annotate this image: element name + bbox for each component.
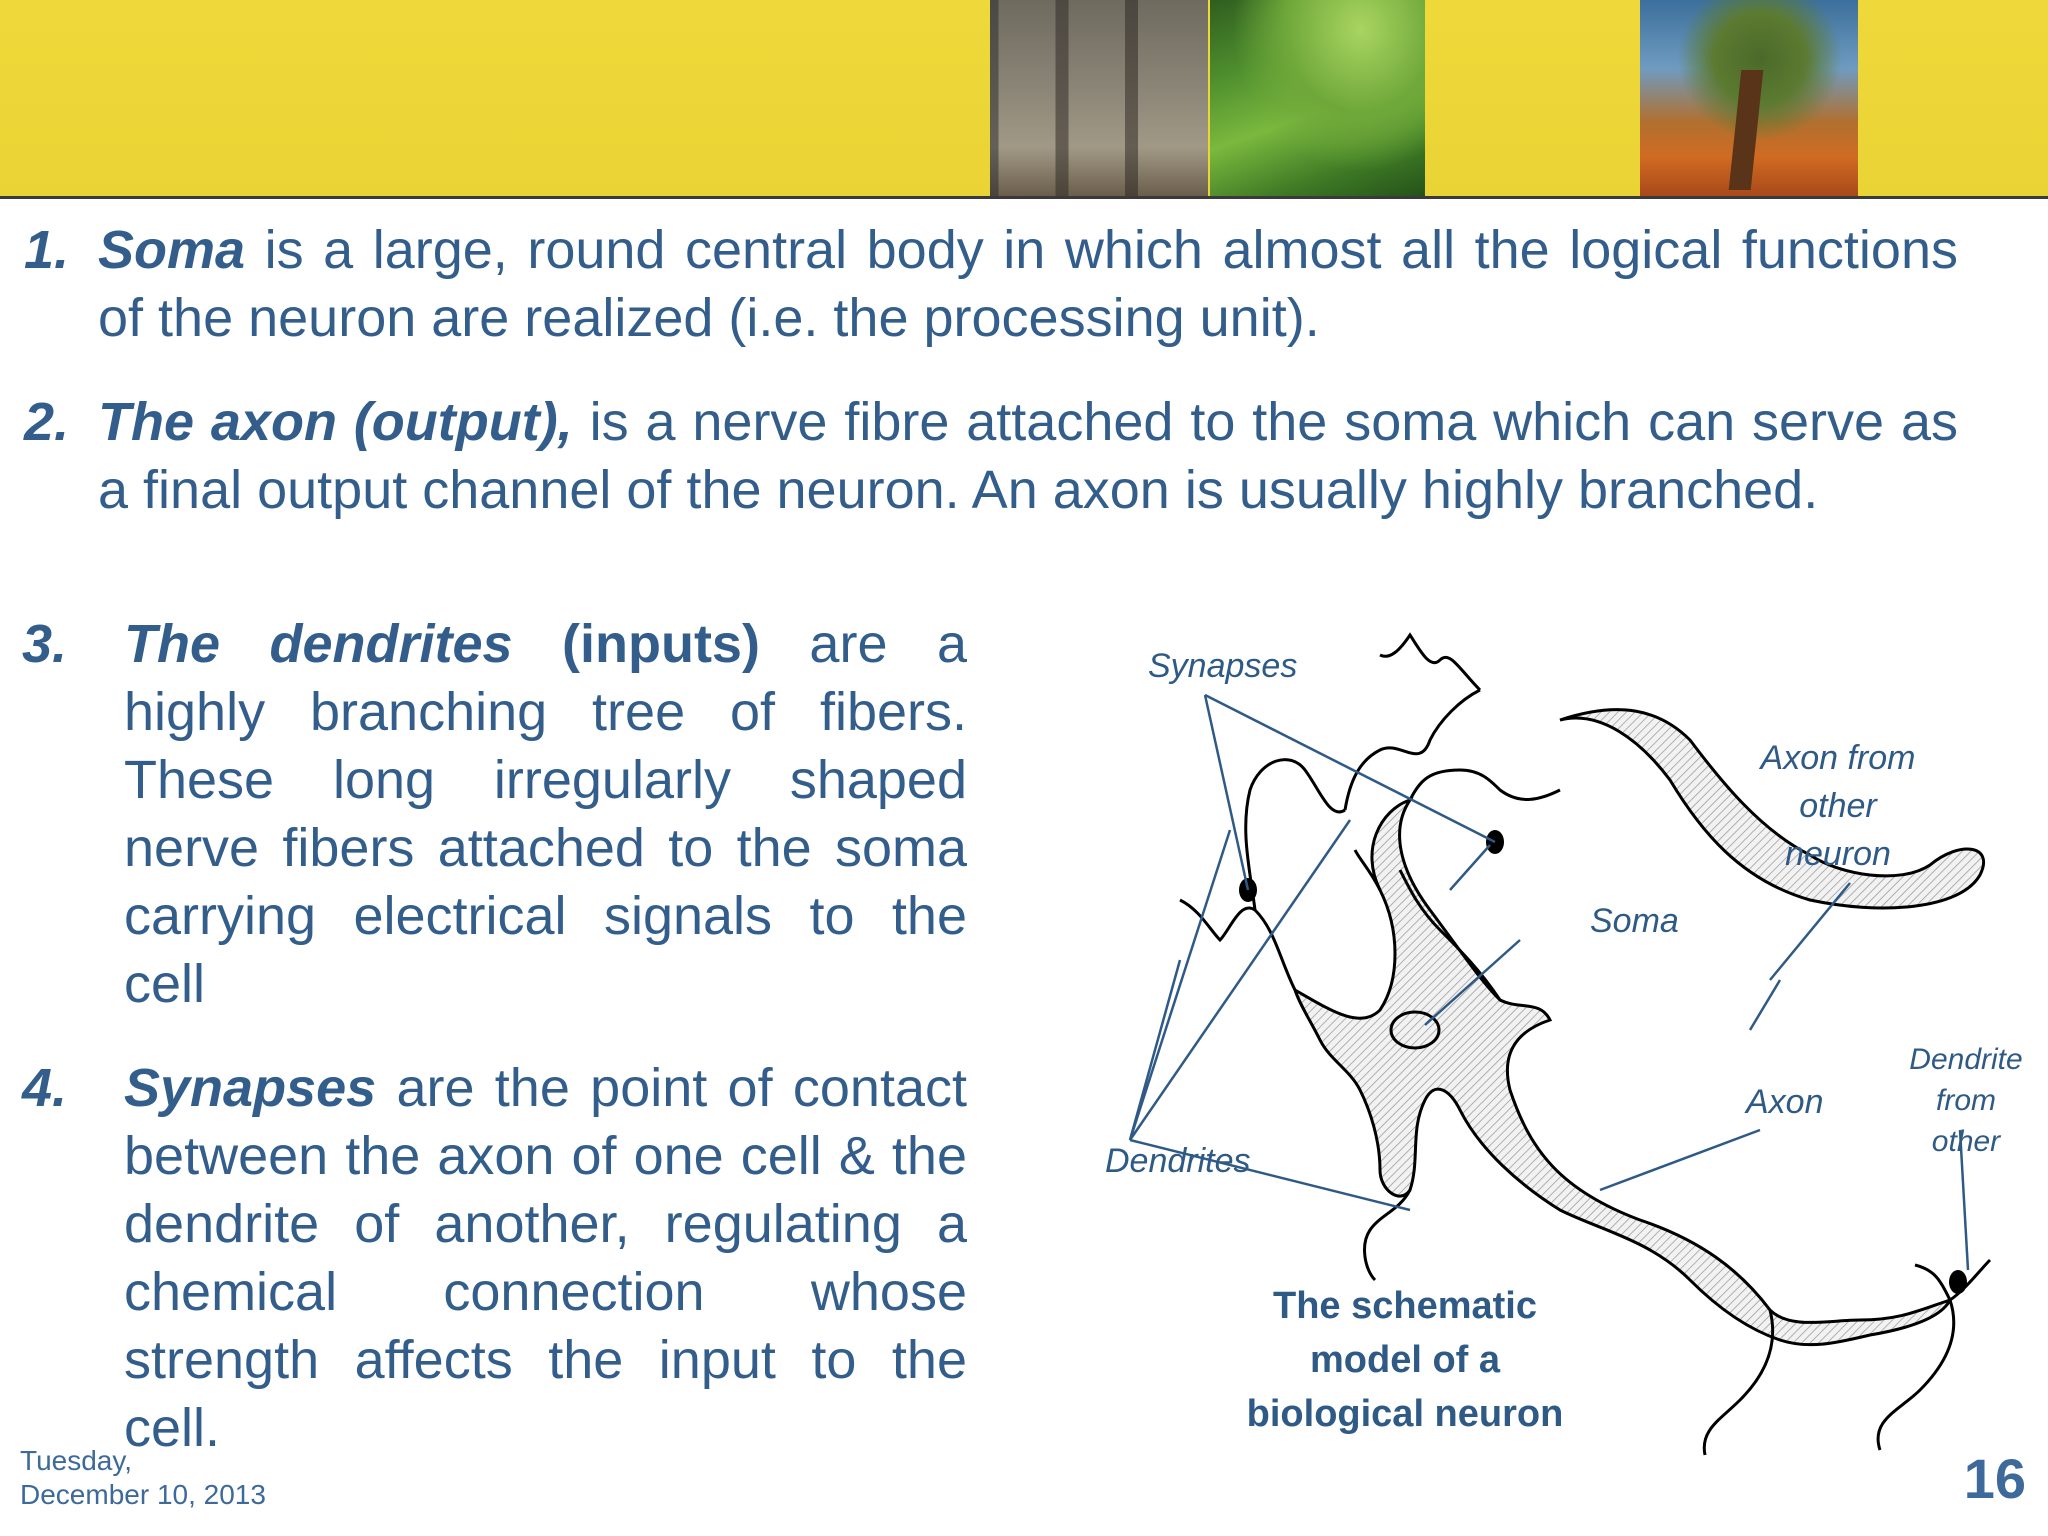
footer-date-line1: Tuesday, [20, 1445, 133, 1476]
item-term: Synapses [124, 1058, 377, 1118]
forest-photo [990, 0, 1208, 196]
item-term: The dendrites [124, 614, 513, 674]
neuron-diagram [1080, 630, 2048, 1460]
label-dendrite-from-1: Dendrite [1909, 1043, 2023, 1076]
item-number: 2. [24, 392, 70, 452]
item-term-suffix: (inputs) [512, 614, 760, 674]
caption-line-2: model of a [1309, 1339, 1501, 1381]
label-axon-from-other-3: neuron [1785, 835, 1891, 873]
caption-line-1: The schematic [1273, 1285, 1537, 1327]
label-soma: Soma [1590, 902, 1679, 940]
synapse-dot [1949, 1270, 1967, 1294]
item-number: 3. [22, 614, 68, 674]
item-term: The axon (output), [98, 392, 573, 452]
caption-line-3: biological neuron [1246, 1393, 1564, 1435]
footer-date-line2: December 10, 2013 [20, 1479, 266, 1510]
label-synapses: Synapses [1148, 647, 1298, 685]
item-axon [24, 388, 1958, 524]
field-photo [1210, 0, 1425, 196]
item-text: are the point of contact between the axon of one cell & the dendrite of another, regulating a chemical connection whose strength affects the input to the cell. [124, 1058, 967, 1458]
label-axon: Axon [1746, 1083, 1824, 1121]
item-text: is a nerve fibre attached to the soma which can serve as a final output channel of the neuron. An axon is usually highly branched. [98, 392, 1958, 520]
label-axon-from-other-2: other [1799, 787, 1877, 825]
label-dendrites: Dendrites [1105, 1142, 1251, 1180]
tree-photo [1640, 0, 1858, 196]
footer-date [20, 1444, 266, 1512]
item-number: 1. [24, 220, 70, 280]
item-dendrites [22, 610, 967, 1018]
item-term: Soma [98, 220, 246, 280]
item-number: 4. [22, 1058, 68, 1118]
label-dendrite-from-3: other [1931, 1125, 2001, 1158]
item-text: are a highly branching tree of fibers. These long irregularly shaped nerve fibers attached to the soma carrying electrical signals to the cell [124, 614, 967, 1014]
item-text: is a large, round central body in which almost all the logical functions of the neuron are realized (i.e. the processing unit). [98, 220, 1958, 348]
label-axon-from-other-1: Axon from [1760, 739, 1916, 777]
item-soma [24, 216, 1958, 352]
header-banner [0, 0, 2048, 199]
label-dendrite-from-2: from [1936, 1084, 1996, 1117]
page-number: 16 [1963, 1447, 2026, 1510]
